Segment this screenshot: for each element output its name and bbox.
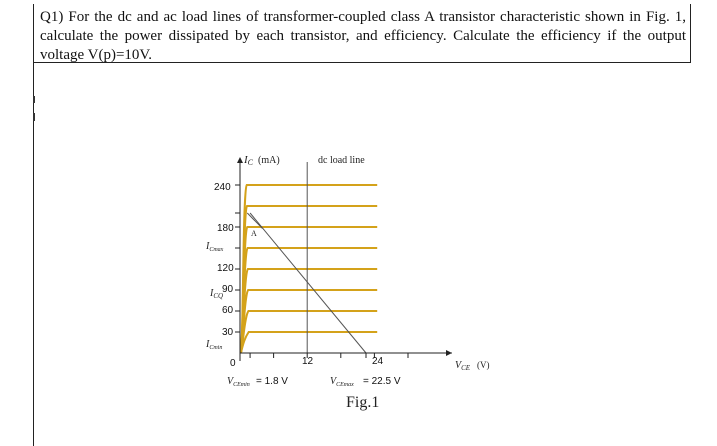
y-axis-arrow [237,157,243,163]
characteristic-curve [241,290,377,353]
y-tick-label: 90 [222,284,234,295]
y-tick-label: 60 [222,305,234,316]
vce-max-label: $V_{CEmax}$ [330,376,354,388]
question-text: Q1) For the dc and ac load lines of transformer-coupled class A transistor characteristic shown in Fig. 1, calculate the power dissipated by each transistor, and efficiency. Calculate the efficiency if the output voltage V(p)=10V. [40,9,686,63]
vce-axis-unit: (V) [477,360,490,370]
y-tick-label: 240 [214,182,231,193]
vce-min-value: = 1.8 V [256,376,288,387]
dc-load-line-label: dc load line [318,155,365,166]
y-tick-label: 180 [217,223,234,234]
characteristic-curve [241,206,377,353]
vce-axis-label: $V_{CE}$ [455,360,471,372]
ic-max-label: $I_{Cmax}$ [206,241,224,253]
ic-min-label: $I_{Cmin}$ [206,339,223,351]
icq-label: $I_{CQ}$ [210,288,224,300]
x-axis-arrow [446,350,452,356]
y-tick-label: 0 [230,358,236,369]
y-tick-label: 120 [217,263,234,274]
x-tick-label: 24 [372,356,384,367]
characteristic-curve [241,248,377,353]
y-tick-label: 30 [222,327,234,338]
ic-axis-label: IC [244,154,254,167]
x-tick-label: 12 [302,356,314,367]
figure-caption: Fig.1 [346,394,380,411]
operating-point-a-label: A [251,229,257,238]
vce-max-value: = 22.5 V [363,376,401,387]
ic-axis-unit: (mA) [258,155,280,166]
vce-min-label: $V_{CEmin}$ [227,376,250,388]
